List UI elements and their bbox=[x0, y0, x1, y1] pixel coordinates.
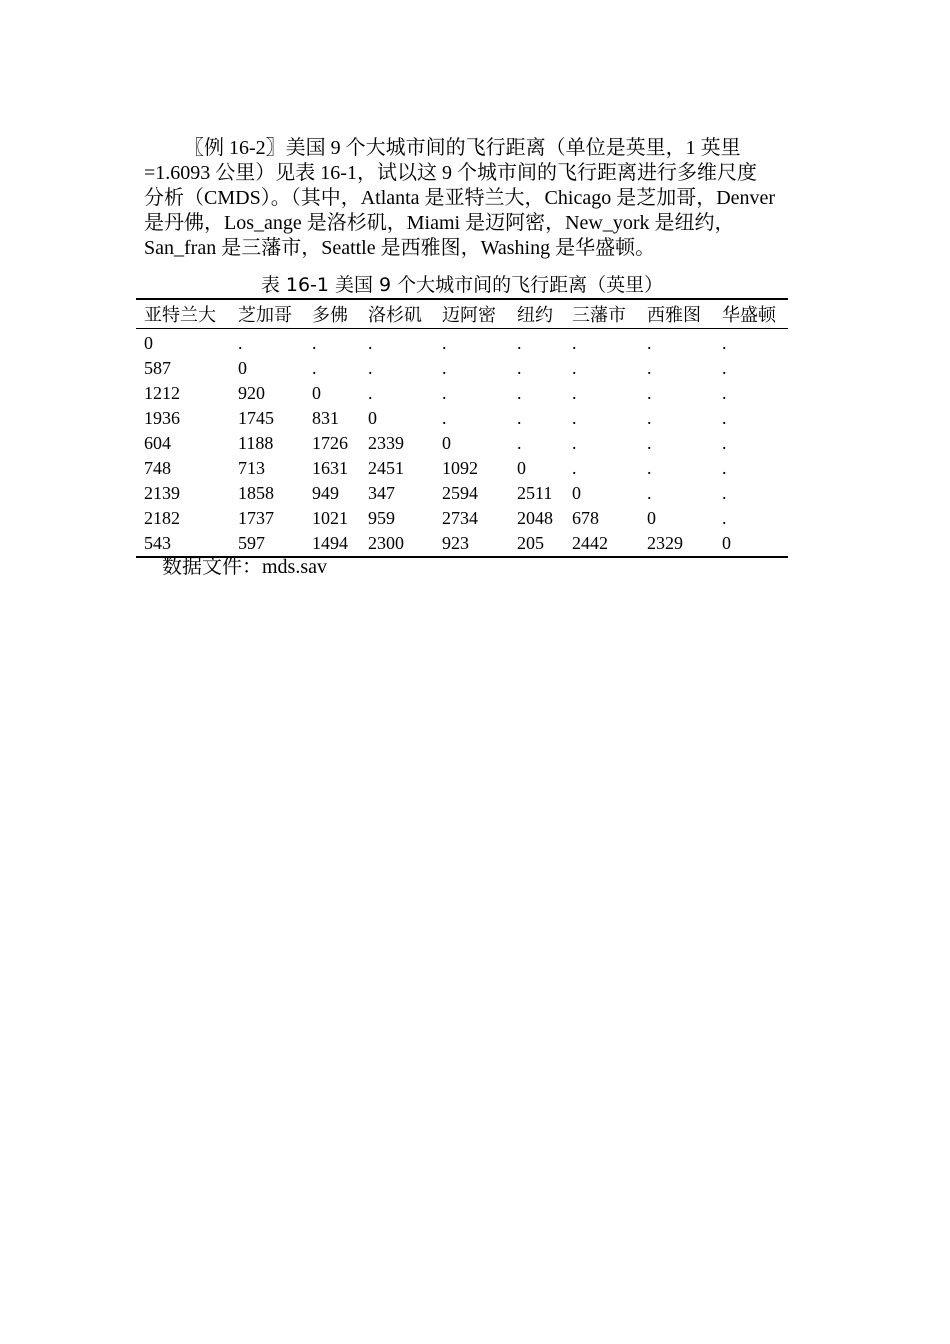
table-cell: 2300 bbox=[368, 533, 404, 553]
table-cell: 2048 bbox=[517, 508, 553, 528]
table-cell: . bbox=[647, 408, 652, 428]
table-cell: 748 bbox=[144, 458, 171, 478]
table-cell: 0 bbox=[647, 508, 656, 528]
table-cell: . bbox=[517, 358, 522, 378]
table-cell: . bbox=[572, 358, 577, 378]
column-header: 多佛 bbox=[312, 305, 348, 325]
table-cell: 1188 bbox=[238, 433, 274, 453]
column-header: 亚特兰大 bbox=[144, 305, 216, 325]
table-cell: 920 bbox=[238, 383, 265, 403]
table-row bbox=[136, 431, 788, 456]
table-cell: . bbox=[517, 383, 522, 403]
table-cell: . bbox=[517, 333, 522, 353]
example-paragraph bbox=[144, 136, 808, 261]
table-cell: 1745 bbox=[238, 408, 274, 428]
table-cell: 2182 bbox=[144, 508, 180, 528]
table-cell: . bbox=[647, 383, 652, 403]
table-cell: 543 bbox=[144, 533, 171, 553]
table-cell: 597 bbox=[238, 533, 265, 553]
paragraph-line: San_fran 是三藩市，Seattle 是西雅图，Washing 是华盛顿。 bbox=[144, 237, 656, 259]
table-cell: 0 bbox=[572, 483, 581, 503]
table-cell: . bbox=[722, 483, 727, 503]
header-row bbox=[136, 299, 788, 329]
column-header: 西雅图 bbox=[647, 305, 701, 325]
paragraph-line: 是丹佛，Los_ange 是洛杉矶，Miami 是迈阿密，New_york 是纽约， bbox=[144, 212, 735, 234]
table-cell: 1737 bbox=[238, 508, 274, 528]
distance-table bbox=[136, 298, 788, 558]
table-cell: 205 bbox=[517, 533, 544, 553]
table-cell: . bbox=[722, 333, 727, 353]
paragraph-line: =1.6093 公里）见表 16-1，试以这 9 个城市间的飞行距离进行多维尺度 bbox=[144, 162, 757, 184]
column-header: 迈阿密 bbox=[442, 305, 496, 325]
table-cell: 0 bbox=[517, 458, 526, 478]
table-cell: 2139 bbox=[144, 483, 180, 503]
table-cell: . bbox=[517, 433, 522, 453]
table-row bbox=[136, 329, 788, 357]
table-cell: . bbox=[312, 358, 317, 378]
data-file-note: 数据文件：mds.sav bbox=[162, 556, 327, 578]
table-cell: . bbox=[368, 358, 373, 378]
table-cell: . bbox=[722, 458, 727, 478]
table-cell: 713 bbox=[238, 458, 265, 478]
table-cell: 587 bbox=[144, 358, 171, 378]
table-cell: 959 bbox=[368, 508, 395, 528]
table-cell: 1212 bbox=[144, 383, 180, 403]
table-row bbox=[136, 381, 788, 406]
table-cell: . bbox=[647, 458, 652, 478]
table-cell: 1494 bbox=[312, 533, 348, 553]
table-cell: 0 bbox=[312, 383, 321, 403]
table-cell: . bbox=[722, 408, 727, 428]
table-cell: . bbox=[647, 358, 652, 378]
table-body bbox=[136, 329, 788, 558]
paragraph-line: 分析（CMDS）。（其中，Atlanta 是亚特兰大，Chicago 是芝加哥，Denver bbox=[144, 187, 776, 209]
column-header: 华盛顿 bbox=[722, 305, 776, 325]
table-row bbox=[136, 506, 788, 531]
column-header: 三藩市 bbox=[572, 305, 626, 325]
table-cell: . bbox=[442, 408, 447, 428]
table-cell: 2329 bbox=[647, 533, 683, 553]
table-cell: . bbox=[647, 333, 652, 353]
table-cell: . bbox=[572, 433, 577, 453]
table-cell: 0 bbox=[722, 533, 731, 553]
table-cell: 1092 bbox=[442, 458, 478, 478]
table-cell: 1631 bbox=[312, 458, 348, 478]
column-header: 芝加哥 bbox=[238, 305, 292, 325]
table-cell: . bbox=[722, 508, 727, 528]
table-cell: 347 bbox=[368, 483, 395, 503]
table-cell: 0 bbox=[368, 408, 377, 428]
table-cell: 949 bbox=[312, 483, 339, 503]
table-cell: . bbox=[442, 333, 447, 353]
table-cell: 2451 bbox=[368, 458, 404, 478]
table-cell: . bbox=[312, 333, 317, 353]
table-cell: . bbox=[368, 383, 373, 403]
table-caption: 表 16-1 美国 9 个大城市间的飞行距离（英里） bbox=[260, 274, 664, 296]
table-cell: 678 bbox=[572, 508, 599, 528]
table-row bbox=[136, 356, 788, 381]
table-cell: . bbox=[647, 483, 652, 503]
table-cell: . bbox=[572, 458, 577, 478]
table-cell: . bbox=[722, 383, 727, 403]
table-cell: 2734 bbox=[442, 508, 478, 528]
distance-table-container bbox=[136, 298, 788, 558]
paragraph-line: 〖例 16-2〗美国 9 个大城市间的飞行距离（单位是英里，1 英里 bbox=[184, 137, 741, 159]
table-cell: 1936 bbox=[144, 408, 180, 428]
table-cell: . bbox=[572, 383, 577, 403]
table-cell: . bbox=[572, 333, 577, 353]
table-row bbox=[136, 456, 788, 481]
table-cell: 0 bbox=[442, 433, 451, 453]
table-header bbox=[136, 299, 788, 329]
table-cell: . bbox=[238, 333, 243, 353]
table-cell: . bbox=[442, 383, 447, 403]
table-cell: 0 bbox=[144, 333, 153, 353]
table-cell: 604 bbox=[144, 433, 171, 453]
table-cell: . bbox=[517, 408, 522, 428]
table-cell: . bbox=[572, 408, 577, 428]
table-cell: . bbox=[647, 433, 652, 453]
table-cell: 2442 bbox=[572, 533, 608, 553]
table-cell: 2511 bbox=[517, 483, 553, 503]
table-row bbox=[136, 406, 788, 431]
column-header: 纽约 bbox=[517, 305, 553, 325]
table-cell: 2339 bbox=[368, 433, 404, 453]
table-cell: 923 bbox=[442, 533, 469, 553]
table-row bbox=[136, 481, 788, 506]
table-cell: 1021 bbox=[312, 508, 348, 528]
table-cell: . bbox=[368, 333, 373, 353]
table-cell: . bbox=[722, 358, 727, 378]
table-cell: . bbox=[722, 433, 727, 453]
table-cell: 831 bbox=[312, 408, 339, 428]
table-cell: . bbox=[442, 358, 447, 378]
table-cell: 2594 bbox=[442, 483, 478, 503]
table-cell: 1858 bbox=[238, 483, 274, 503]
table-cell: 1726 bbox=[312, 433, 348, 453]
table-cell: 0 bbox=[238, 358, 247, 378]
column-header: 洛杉矶 bbox=[368, 305, 422, 325]
